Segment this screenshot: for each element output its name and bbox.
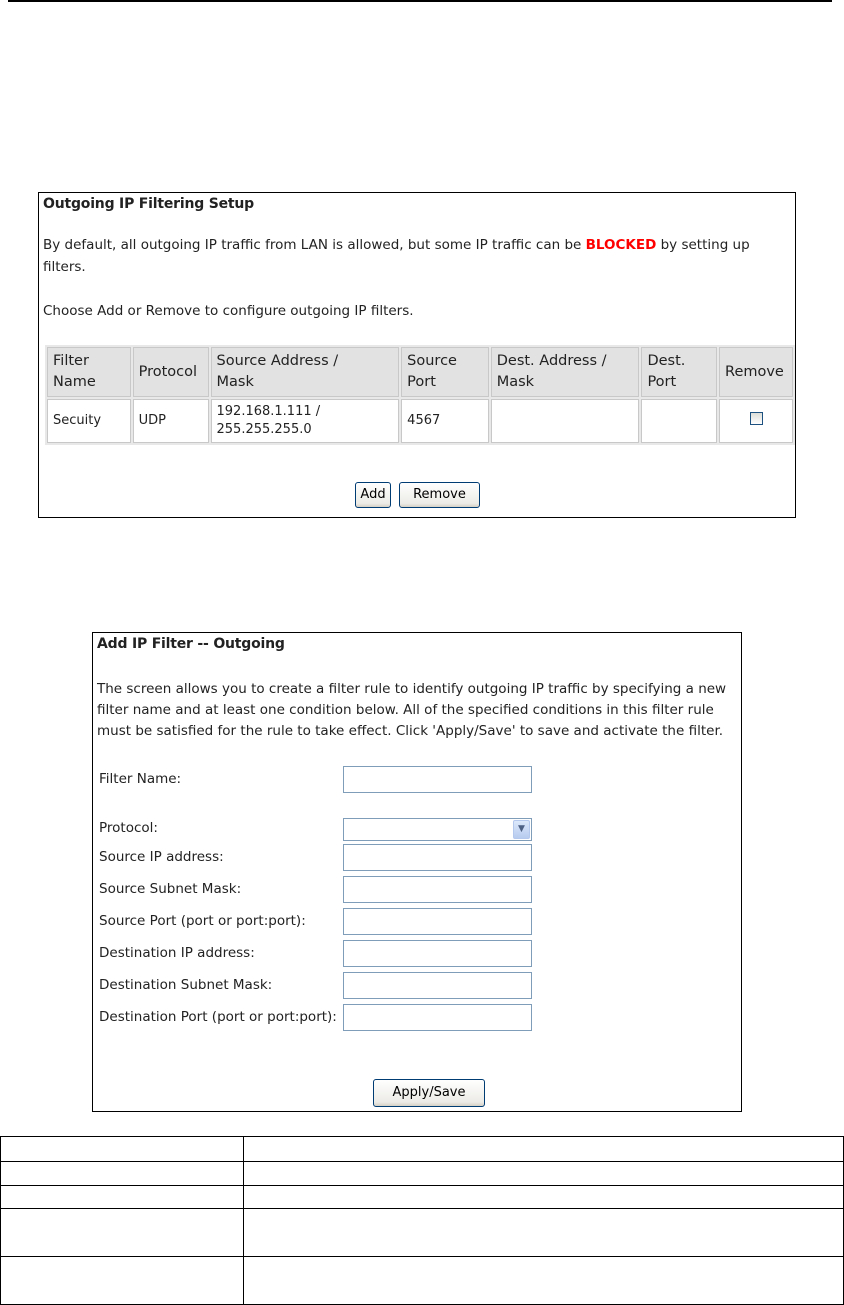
panel-title: Add IP Filter -- Outgoing — [97, 636, 285, 652]
panel-instruction: Choose Add or Remove to configure outgoing IP filters. — [43, 303, 414, 319]
table-row — [1, 1186, 844, 1209]
column-header-source-address — [211, 347, 400, 397]
source-mask-text: 255.255.255.0 — [216, 422, 312, 437]
add-ip-filter-panel — [92, 632, 742, 1112]
filter-name-input[interactable] — [343, 766, 532, 793]
panel-title: Outgoing IP Filtering Setup — [43, 196, 254, 212]
remove-button[interactable]: Remove — [399, 482, 480, 508]
description-text: By default, all outgoing IP traffic from LAN is allowed, but some IP traffic can be — [43, 237, 582, 253]
table-cell — [244, 1162, 844, 1186]
description-line: filter name and at least one condition below. All of the specified conditions in this filter rule — [97, 702, 714, 718]
cell-source-address — [211, 399, 400, 443]
cell-filter-name: Secuity — [47, 399, 131, 443]
dest-ip-input[interactable] — [343, 940, 532, 967]
table-cell — [244, 1209, 844, 1257]
cell-remove — [719, 399, 793, 443]
filter-name-label: Filter Name: — [99, 771, 182, 787]
column-header-source-port — [401, 347, 489, 397]
table-cell — [1, 1162, 244, 1186]
apply-save-button[interactable]: Apply/Save — [373, 1079, 485, 1107]
column-header-remove: Remove — [719, 347, 793, 397]
column-header-dest-address — [491, 347, 640, 397]
table-row — [1, 1162, 844, 1186]
panel-description — [43, 235, 750, 256]
protocol-label: Protocol: — [99, 820, 158, 836]
description-line: The screen allows you to create a filter rule to identify outgoing IP traffic by specifying a new — [97, 681, 727, 697]
header-text: Port — [647, 374, 677, 390]
header-text: Source Address / — [216, 353, 339, 369]
table-cell — [244, 1186, 844, 1209]
header-text: Name — [53, 374, 96, 390]
description-text-suffix: by setting up — [660, 237, 750, 253]
table-cell — [1, 1137, 244, 1162]
table-row — [1, 1137, 844, 1162]
cell-source-port: 4567 — [401, 399, 489, 443]
table-cell — [244, 1137, 844, 1162]
header-text: Filter — [53, 353, 89, 369]
header-text: Mask — [496, 374, 535, 390]
blocked-highlight: BLOCKED — [585, 237, 657, 253]
cell-protocol: UDP — [133, 399, 209, 443]
table-cell — [1, 1257, 244, 1305]
dest-port-input[interactable] — [343, 1004, 532, 1031]
protocol-select[interactable] — [343, 818, 532, 841]
header-text: Dest. Address / — [496, 353, 607, 369]
header-text: Source — [407, 353, 457, 369]
column-header-filter-name — [47, 347, 131, 397]
source-address-text: 192.168.1.111 / — [216, 404, 321, 419]
source-ip-label: Source IP address: — [99, 849, 224, 865]
parameters-table — [0, 1136, 844, 1305]
source-port-input[interactable] — [343, 908, 532, 935]
table-row — [1, 1209, 844, 1257]
table-row — [47, 399, 793, 443]
source-mask-input[interactable] — [343, 876, 532, 903]
outgoing-ip-filtering-panel — [38, 192, 796, 518]
header-text: Port — [407, 374, 436, 390]
outgoing-filters-table — [45, 345, 795, 445]
column-header-protocol: Protocol — [133, 347, 209, 397]
dest-port-label: Destination Port (port or port:port): — [99, 1009, 337, 1025]
source-ip-input[interactable] — [343, 844, 532, 871]
header-text: Mask — [216, 374, 254, 390]
description-line: must be satisfied for the rule to take effect. Click 'Apply/Save' to save and activate the filter. — [97, 723, 724, 739]
cell-dest-address — [491, 399, 640, 443]
source-mask-label: Source Subnet Mask: — [99, 881, 242, 897]
table-row — [1, 1257, 844, 1305]
table-cell — [1, 1209, 244, 1257]
page-header-rule — [8, 0, 832, 2]
remove-checkbox[interactable] — [750, 412, 763, 425]
table-cell — [244, 1257, 844, 1305]
table-cell — [1, 1186, 244, 1209]
dest-mask-input[interactable] — [343, 972, 532, 999]
dest-ip-label: Destination IP address: — [99, 945, 255, 961]
table-header-row — [47, 347, 793, 397]
chevron-down-icon[interactable]: ▼ — [513, 820, 530, 839]
panel-description-line2: filters. — [43, 259, 86, 275]
column-header-dest-port — [641, 347, 717, 397]
cell-dest-port — [641, 399, 717, 443]
dest-mask-label: Destination Subnet Mask: — [99, 977, 273, 993]
header-text: Dest. — [647, 353, 686, 369]
source-port-label: Source Port (port or port:port): — [99, 913, 306, 929]
add-button[interactable]: Add — [355, 482, 391, 508]
